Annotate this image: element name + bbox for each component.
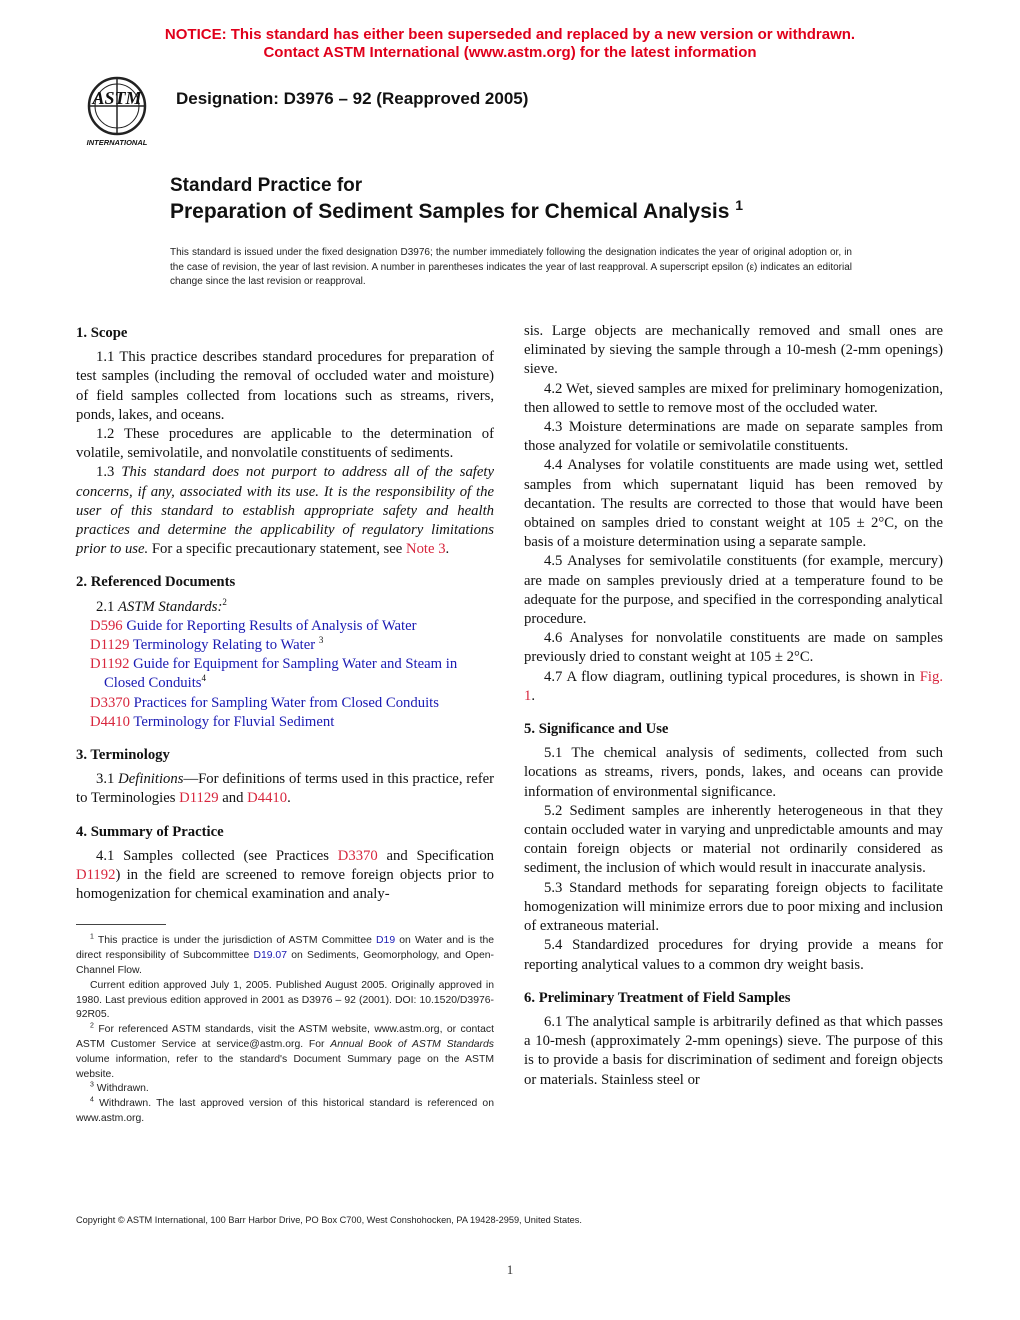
reference-title-link[interactable]: Terminology for Fluvial Sediment <box>133 713 335 730</box>
para-5-4: 5.4 Standardized procedures for drying provide a means for reporting analytical values to a common dry weight basis. <box>524 937 943 973</box>
para-4-2: 4.2 Wet, sieved samples are mixed for preliminary homogenization, then allowed to settle to remove most of the occluded water. <box>524 380 943 416</box>
para-1-3 <box>76 463 494 559</box>
footnote-divider <box>76 924 166 925</box>
para-1-1: 1.1 This practice describes standard procedures for preparation of test samples (including the removal of occluded water and moisture) of field samples collected from locations such as streams, rivers, ponds, lakes, and oceans. <box>76 349 494 423</box>
reference-title-link[interactable]: Practices for Sampling Water from Closed Conduits <box>133 694 439 711</box>
para-4-4: 4.4 Analyses for volatile constituents are made using wet, settled samples from which supernatant liquid has been removed by decantation. The results are corrected to those that would have been obtained on samples dried to constant weight at 105 ± 2°C, on the basis of a moisture determination using a separate sample. <box>524 457 943 551</box>
para-text: and <box>222 790 244 807</box>
footnote-3 <box>76 1082 494 1097</box>
footnote-mark: 1 <box>90 934 94 942</box>
para-6-1: 6.1 The analytical sample is arbitrarily defined as that which passes a 10-mesh (approximately 2-mm openings) sieve. The purpose of this is to provide a basis for discrimination of sediment and foreign objects or materials. Stainless steel or <box>524 1013 943 1088</box>
footnote-mark: 4 <box>90 1096 94 1104</box>
reference-code-link[interactable]: D3370 <box>90 694 130 711</box>
d3370-link[interactable]: D3370 <box>337 847 378 864</box>
footnote-text: Withdrawn. <box>96 1083 149 1095</box>
footnote-text: This practice is under the jurisdiction of ASTM Committee <box>97 935 372 947</box>
para-text: —For definitions of terms used in this practice, refer to Terminologies <box>76 771 495 807</box>
footnote-text: Withdrawn. The last approved version of this historical standard is referenced on www.astm.org. <box>76 1098 494 1125</box>
para-text: 4.1 Samples collected (see Practices <box>96 847 329 864</box>
footnote-italic: Annual Book of ASTM Standards <box>330 1039 494 1051</box>
d19-07-link[interactable]: D19.07 <box>253 950 287 962</box>
logo-caption: INTERNATIONAL <box>86 138 148 147</box>
footnote-mark[interactable]: 3 <box>318 635 324 646</box>
para-4-5: 4.5 Analyses for semivolatile constituents (for example, mercury) are made on samples previously dried at a temperature found to be adequate for the purpose, and specified in the corresponding analytical procedure. <box>524 553 943 628</box>
title-main: Preparation of Sediment Samples for Chemical Analysis <box>170 200 730 223</box>
footnote-mark: 2 <box>90 1022 94 1030</box>
footnote-text: For referenced ASTM standards, visit the ASTM website, www.astm.org, or contact ASTM Customer Service at service@astm.org. For <box>76 1024 494 1051</box>
d1192-link[interactable]: D1192 <box>76 867 116 884</box>
section-1-heading: 1. Scope <box>76 325 128 341</box>
footnote-4 <box>76 1097 494 1127</box>
footnote-2 <box>76 1023 494 1082</box>
para-text: and Specification <box>386 847 495 864</box>
fig-1-link[interactable]: Fig. 1 <box>524 668 944 704</box>
notice-line-1: NOTICE: This standard has either been superseded and replaced by a new version or withdrawn. <box>164 26 856 43</box>
reference-item <box>76 694 494 713</box>
document-title <box>170 174 743 225</box>
para-text: 4.7 A flow diagram, outlining typical procedures, is shown in <box>544 668 915 685</box>
para-end: . <box>287 790 291 807</box>
footnotes <box>76 934 494 1126</box>
para-4-1 <box>76 847 494 905</box>
footnote-text: on Sediments, Geomorphology, and Open-Channel Flow. <box>76 950 494 977</box>
copyright: Copyright © ASTM International, 100 Barr Harbor Drive, PO Box C700, West Conshohocken, PA 19428-2959, United States. <box>76 1215 582 1225</box>
reference-item <box>76 655 494 693</box>
para-3-1 <box>76 770 494 808</box>
section-6-heading: 6. Preliminary Treatment of Field Samples <box>524 989 791 1006</box>
footnote-mark[interactable]: 2 <box>222 596 227 607</box>
para-number: 2.1 <box>96 598 115 615</box>
definitions-label: Definitions <box>118 771 184 788</box>
para-5-1: 5.1 The chemical analysis of sediments, collected from such locations as streams, rivers, ponds, lakes, and oceans can provide information of environmental significance. <box>524 745 943 800</box>
para-4-1-continued: sis. Large objects are mechanically removed and small ones are eliminated by sieving the sample through a 10-mesh (2-mm openings) sieve. <box>524 323 943 378</box>
section-2-heading: 2. Referenced Documents <box>76 574 236 591</box>
footnote-1 <box>76 934 494 978</box>
footnote-1-edition <box>76 979 494 1023</box>
para-end: . <box>445 541 450 558</box>
notice-banner <box>0 26 1020 62</box>
d1129-link[interactable]: D1129 <box>179 790 219 807</box>
section-3-heading: 3. Terminology <box>76 747 170 764</box>
footnote-mark: 3 <box>90 1081 94 1089</box>
designation: Designation: D3976 – 92 (Reapproved 2005) <box>176 89 529 108</box>
d19-link[interactable]: D19 <box>376 935 396 947</box>
reference-title-link[interactable]: Terminology Relating to Water <box>132 637 316 654</box>
notice-line-2: Contact ASTM International (www.astm.org) for the latest information <box>263 44 757 61</box>
para-text: ) in the field are screened to remove foreign objects prior to homogenization for chemical examination and analy- <box>76 867 494 903</box>
para-5-3: 5.3 Standard methods for separating foreign objects to facilitate homogenization will minimize errors due to poor mixing and inclusion of extraneous material. <box>524 879 943 935</box>
para-number: 3.1 <box>96 771 115 788</box>
note-3-link[interactable]: Note 3 <box>405 541 446 558</box>
para-4-7 <box>524 668 943 706</box>
reference-list <box>76 617 494 732</box>
reference-item <box>76 617 494 636</box>
logo-letters: ASTM <box>92 88 142 108</box>
para-number: 1.3 <box>96 464 115 481</box>
reference-code-link[interactable]: D4410 <box>90 713 130 730</box>
issued-note: This standard is issued under the fixed designation D3976; the number immediately following the designation indicates the year of original adoption or, in the case of revision, the year of last revision. A number in parentheses indicates the year of last reapproval. A superscript epsilon (ε) indicates an editorial change since the last revision or reapproval. <box>170 247 852 287</box>
astm-standards-label: ASTM Standards: <box>118 598 223 615</box>
reference-code-link[interactable]: D1129 <box>90 637 130 654</box>
footnote-mark[interactable]: 4 <box>201 673 207 684</box>
para-5-2: 5.2 Sediment samples are inherently heterogeneous in that they contain occluded water in varying and unpredictable amounts and may contain foreign objects or material not ordinarily considered as sediment, the inclusion of which would result in inaccurate analysis. <box>524 802 943 877</box>
footnote-text: Current edition approved July 1, 2005. Published August 2005. Originally approved in 1980. Last previous edition approved in 2001 as D3976 – 92 (2001). DOI: 10.1520/D3976-92R05. <box>76 979 494 1021</box>
para-4-3: 4.3 Moisture determinations are made on separate samples from those analyzed for volatile or semivolatile constituents. <box>524 419 943 455</box>
section-4-heading: 4. Summary of Practice <box>76 823 224 840</box>
para-1-2: 1.2 These procedures are applicable to the determination of volatile, semivolatile, and nonvolatile constituents of sediments. <box>76 426 494 462</box>
para-end: . <box>531 687 536 704</box>
safety-statement: This standard does not purport to address all of the safety concerns, if any, associated with its use. It is the responsibility of the user of this standard to establish appropriate safety and health practices and determine the applicability of regulatory limitations prior to use. <box>76 464 495 558</box>
right-column <box>524 322 943 1090</box>
page-number: 1 <box>506 1262 514 1277</box>
reference-item <box>76 713 494 732</box>
reference-item <box>76 636 494 655</box>
title-footnote-mark[interactable]: 1 <box>735 197 744 213</box>
astm-logo-graphic <box>74 74 160 150</box>
reference-code-link[interactable]: D1192 <box>90 656 130 673</box>
left-column <box>76 322 494 1127</box>
reference-title-link[interactable]: Guide for Reporting Results of Analysis of Water <box>126 617 417 634</box>
para-2-1 <box>76 598 494 617</box>
reference-title-link[interactable]: Guide for Equipment for Sampling Water and Steam in Closed Conduits <box>104 656 458 692</box>
footnote-text: volume information, refer to the standard's Document Summary page on the ASTM website. <box>76 1053 494 1080</box>
title-line-1: Standard Practice for <box>170 175 363 196</box>
para-4-6: 4.6 Analyses for nonvolatile constituents are made on samples previously dried to constant weight at 105 ± 2°C. <box>524 630 943 666</box>
para-text: For a specific precautionary statement, see <box>151 541 403 558</box>
title-line-2 <box>170 198 743 225</box>
footnote-text: on Water and is the direct responsibility of Subcommittee <box>76 935 495 962</box>
reference-code-link[interactable]: D596 <box>90 617 123 634</box>
astm-logo-icon <box>74 74 160 150</box>
section-5-heading: 5. Significance and Use <box>524 721 669 738</box>
d4410-link[interactable]: D4410 <box>247 790 288 807</box>
